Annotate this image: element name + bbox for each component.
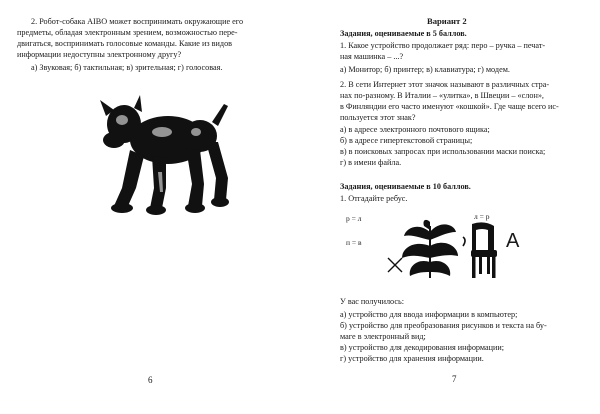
section-10-title: Задания, оцениваемые в 10 баллов. xyxy=(340,182,471,191)
result-b-line-1: б) устройство для преобразования рисунков и текста на бу- xyxy=(340,321,547,330)
result-b-line-2: маге в электронный вид; xyxy=(340,332,426,341)
q2-option-b: б) в адресе гипертекстовой страницы; xyxy=(340,136,473,145)
q2-line-1: 2. В сети Интернет этот значок называют в различных стра- xyxy=(340,80,550,89)
result-g: г) устройство для хранения информации. xyxy=(340,354,484,363)
right-page xyxy=(300,0,600,414)
q2-option-a: а) в адресе электронного почтового ящика; xyxy=(340,125,490,134)
question-2-line-4: информации недоступны электронному другу? xyxy=(17,50,182,59)
chair-image xyxy=(468,222,500,280)
page-number: 6 xyxy=(148,375,153,385)
q3-title: 1. Отгадайте ребус. xyxy=(340,194,408,203)
rebus-rule-3: л = р xyxy=(474,212,490,221)
rebus-rule-1: р = л xyxy=(346,214,362,223)
section-5-title: Задания, оцениваемые в 5 баллов. xyxy=(340,29,467,38)
result-intro: У вас получилось: xyxy=(340,297,404,306)
q1-line-1: 1. Какое устройство продолжает ряд: перо – ручка – печат- xyxy=(340,41,546,50)
q2-line-4: пользуется этот знак? xyxy=(340,113,416,122)
comma-mark-icon xyxy=(460,236,468,248)
question-2-options: а) Звуковая; б) тактильная; в) зрительная; г) голосовая. xyxy=(31,63,223,72)
q2-line-3: в Финляндии его часто именуют «кошкой». Где чаще всего ис- xyxy=(340,102,559,111)
q2-line-2: нах по-разному. В Италии – «улитка», в Швеции – «слон», xyxy=(340,91,544,100)
q1-options: а) Монитор; б) принтер; в) клавиатура; г) модем. xyxy=(340,65,510,74)
result-a: а) устройство для ввода информации в компьютер; xyxy=(340,310,518,319)
rebus-rule-2: п = в xyxy=(346,238,362,247)
q2-option-v: в) в поисковых запросах при использовании маски поиска; xyxy=(340,147,546,156)
robot-dog-image xyxy=(92,92,242,222)
nettle-plant-image xyxy=(400,218,460,280)
variant-title: Вариант 2 xyxy=(427,16,467,26)
q1-line-2: ная машинка – ...? xyxy=(340,52,404,61)
q2-option-g: г) в имени файла. xyxy=(340,158,402,167)
result-v: в) устройство для декодирования информации; xyxy=(340,343,505,352)
rebus-letter: А xyxy=(506,230,520,252)
question-2-line-2: предметы, обладая электронным зрением, возможностью пере- xyxy=(17,28,238,37)
page-number: 7 xyxy=(452,374,457,384)
question-2-line-3: двигаться, воспринимать голосовые команды. Какие из видов xyxy=(17,39,233,48)
question-2-line-1: 2. Робот-собака AIBO может воспринимать окружающие его xyxy=(31,17,244,26)
